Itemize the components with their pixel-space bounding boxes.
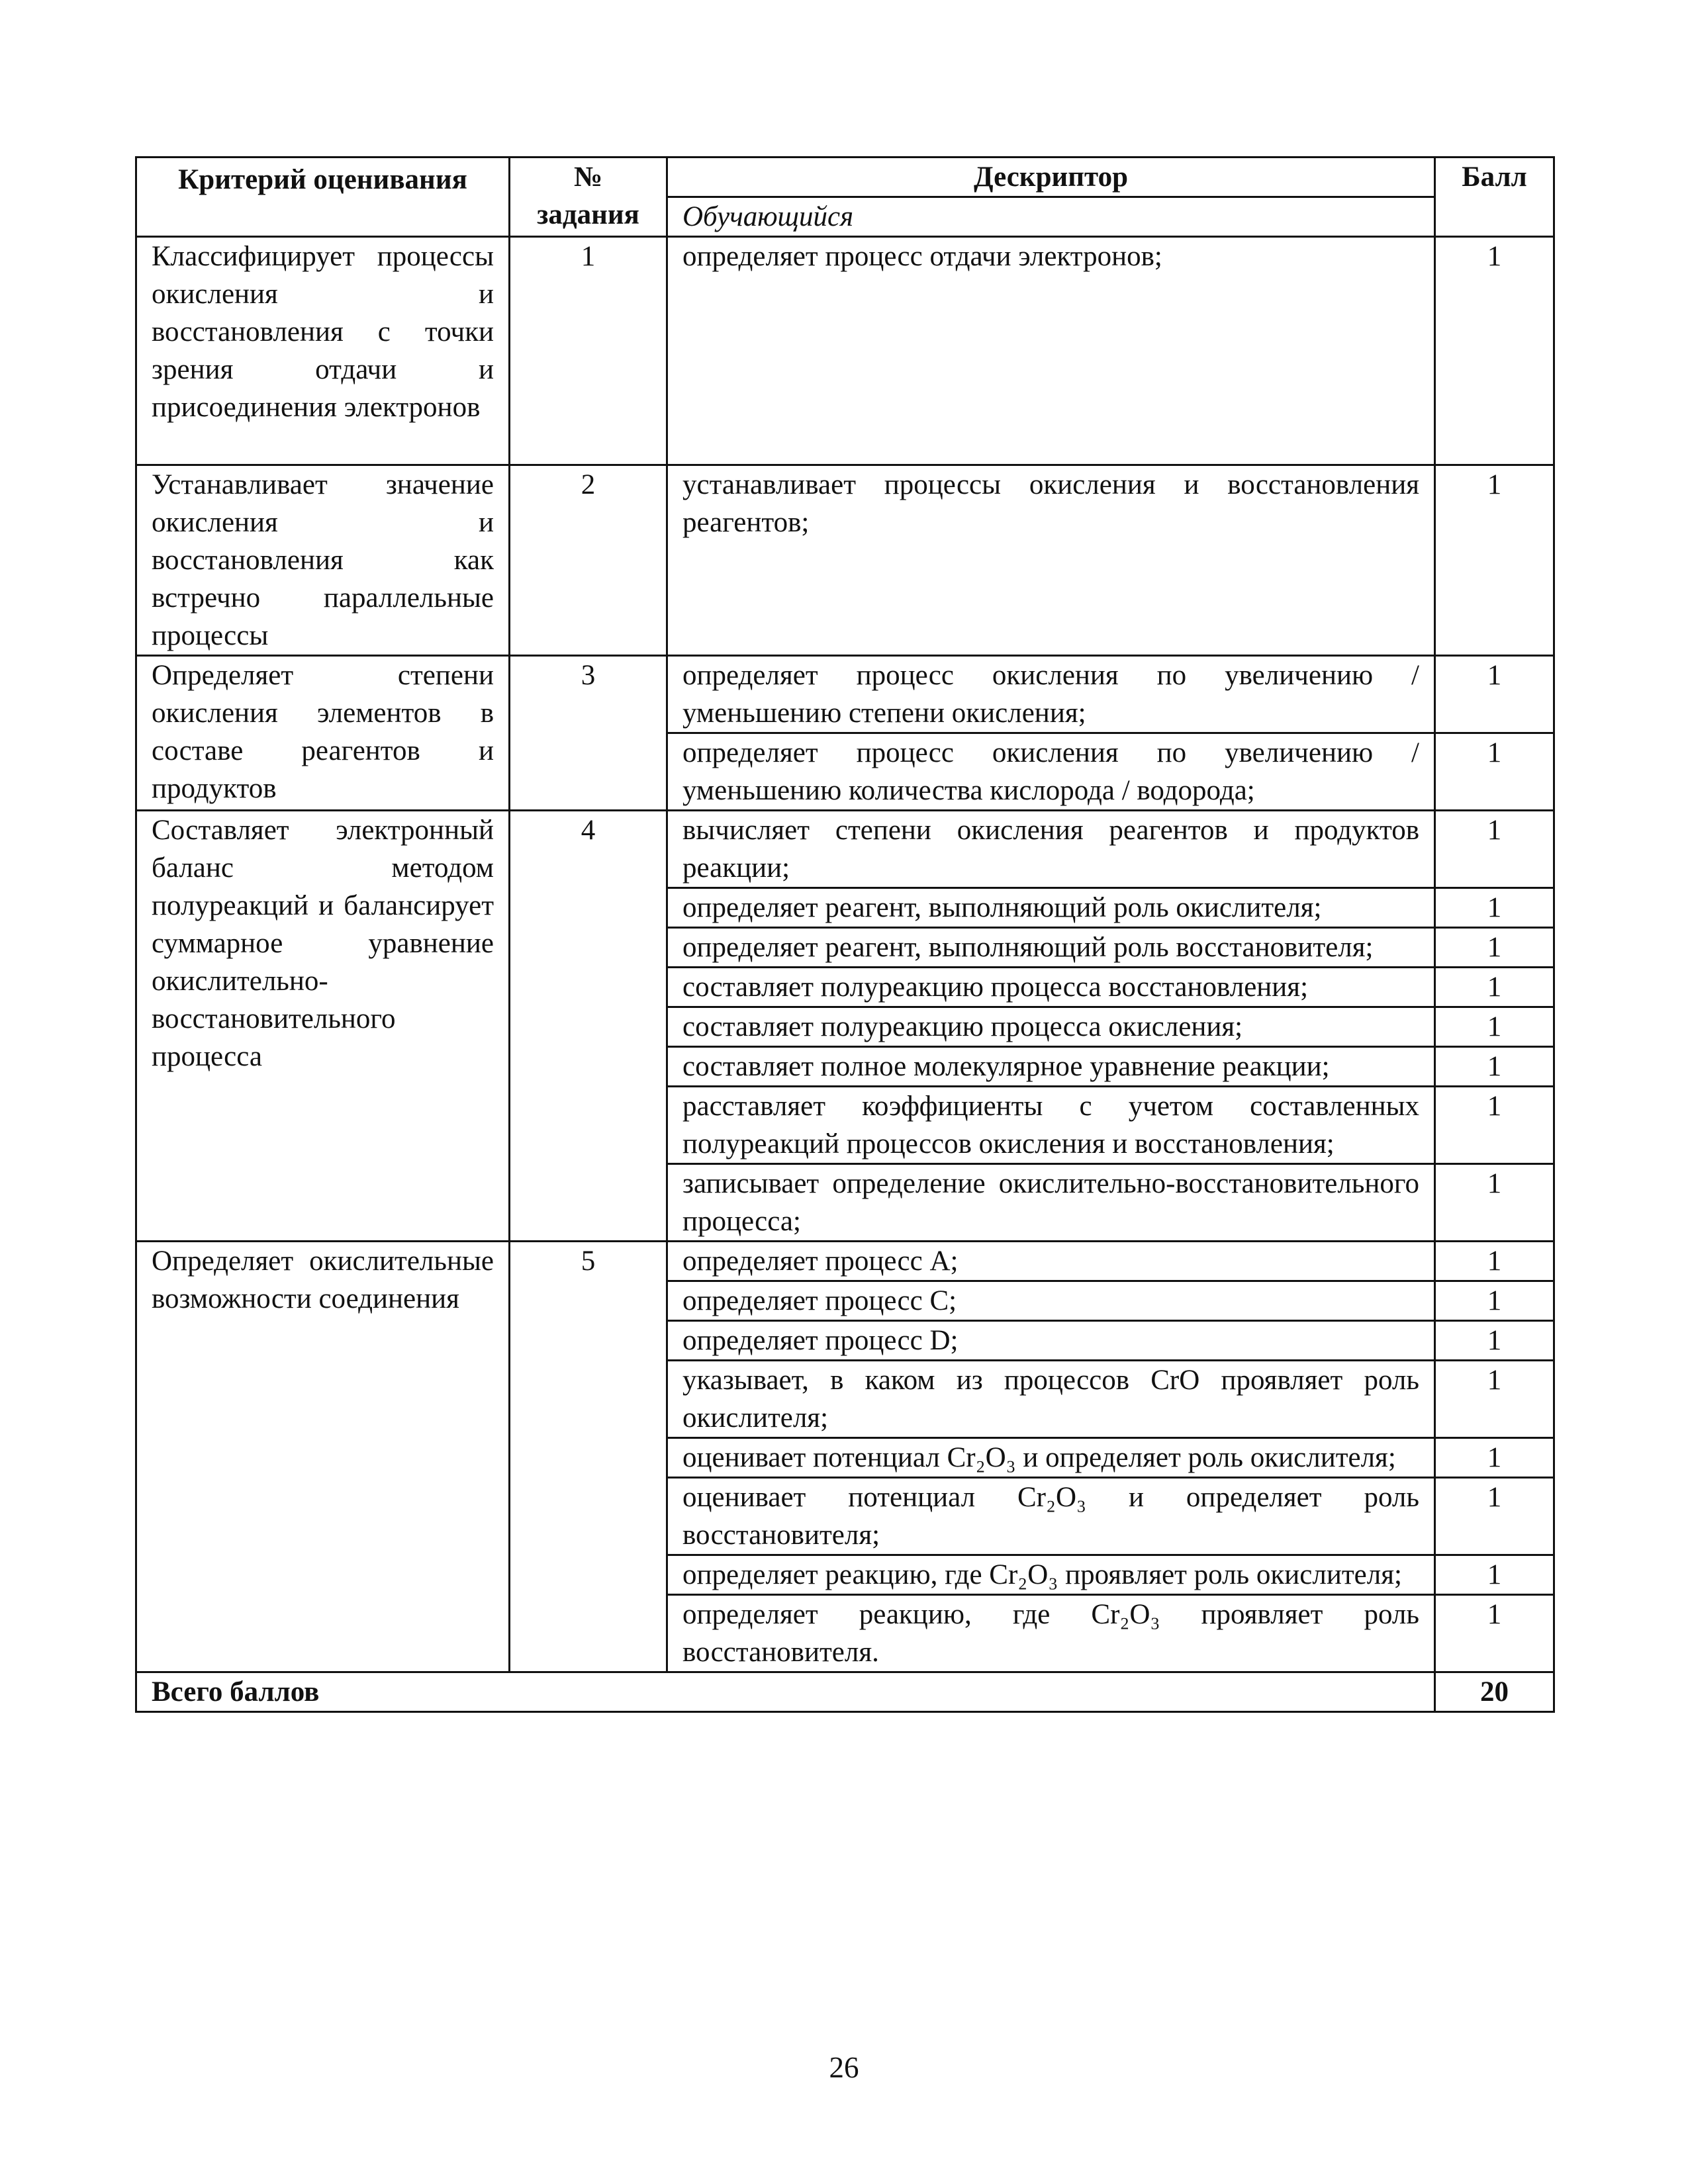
descriptor-cell: определяет процесс окисления по увеличению / уменьшению степени окисления; — [667, 656, 1435, 733]
task-number-cell: 5 — [510, 1242, 667, 1672]
descriptor-cell: вычисляет степени окисления реагентов и продуктов реакции; — [667, 811, 1435, 888]
points-cell: 1 — [1435, 1164, 1554, 1242]
table-row — [136, 465, 1554, 656]
points-cell: 1 — [1435, 237, 1554, 465]
rubric-body — [136, 158, 1554, 1672]
total-row — [136, 1672, 1554, 1712]
header-descriptor-sub: Обучающийся — [667, 197, 1435, 237]
header-points: Балл — [1435, 158, 1554, 237]
descriptor-cell: определяет процесс отдачи электронов; — [667, 237, 1435, 465]
points-cell: 1 — [1435, 1242, 1554, 1281]
points-cell: 1 — [1435, 1478, 1554, 1555]
points-cell: 1 — [1435, 1047, 1554, 1087]
points-cell: 1 — [1435, 1555, 1554, 1595]
total-label: Всего баллов — [136, 1672, 1435, 1712]
criterion-cell: Классифицирует процессы окисления и восстановления с точки зрения отдачи и присоединения электронов — [136, 237, 510, 465]
table-row — [136, 656, 1554, 733]
header-task-number: № задания — [510, 158, 667, 237]
criterion-cell: Составляет электронный баланс методом полуреакций и балансирует суммарное уравнение окислительно-восстановительного процесса — [136, 811, 510, 1242]
assessment-rubric-table — [135, 156, 1555, 1713]
descriptor-cell: оценивает потенциал Cr₂O₃ и определяет роль окислителя; — [667, 1438, 1435, 1478]
points-cell: 1 — [1435, 656, 1554, 733]
points-cell: 1 — [1435, 1007, 1554, 1047]
descriptor-cell: определяет реакцию, где Cr₂O₃ проявляет роль окислителя; — [667, 1555, 1435, 1595]
table-row — [136, 1242, 1554, 1281]
descriptor-cell: расставляет коэффициенты с учетом составленных полуреакций процессов окисления и восстановления; — [667, 1087, 1435, 1164]
header-criterion: Критерий оценивания — [136, 158, 510, 237]
points-cell: 1 — [1435, 733, 1554, 811]
task-number-cell: 3 — [510, 656, 667, 811]
descriptor-cell: определяет процесс D; — [667, 1321, 1435, 1361]
points-cell: 1 — [1435, 1438, 1554, 1478]
header-row — [136, 158, 1554, 197]
descriptor-cell: определяет процесс С; — [667, 1281, 1435, 1321]
points-cell: 1 — [1435, 968, 1554, 1007]
descriptor-cell: определяет реагент, выполняющий роль окислителя; — [667, 888, 1435, 928]
descriptor-cell: устанавливает процессы окисления и восстановления реагентов; — [667, 465, 1435, 656]
points-cell: 1 — [1435, 1361, 1554, 1438]
descriptor-cell: составляет полное молекулярное уравнение реакции; — [667, 1047, 1435, 1087]
points-cell: 1 — [1435, 1595, 1554, 1672]
header-descriptor: Дескриптор — [667, 158, 1435, 197]
descriptor-cell: указывает, в каком из процессов CrO проявляет роль окислителя; — [667, 1361, 1435, 1438]
descriptor-cell: определяет реакцию, где Cr₂O₃ проявляет роль восстановителя. — [667, 1595, 1435, 1672]
table-row — [136, 237, 1554, 465]
task-number-cell: 4 — [510, 811, 667, 1242]
descriptor-cell: составляет полуреакцию процесса окисления; — [667, 1007, 1435, 1047]
points-cell: 1 — [1435, 1281, 1554, 1321]
task-number-cell: 1 — [510, 237, 667, 465]
points-cell: 1 — [1435, 888, 1554, 928]
criterion-cell: Определяет степени окисления элементов в составе реагентов и продуктов — [136, 656, 510, 811]
task-number-cell: 2 — [510, 465, 667, 656]
criterion-cell: Определяет окислительные возможности соединения — [136, 1242, 510, 1672]
points-cell: 1 — [1435, 928, 1554, 968]
descriptor-cell: определяет процесс окисления по увеличению / уменьшению количества кислорода / водорода; — [667, 733, 1435, 811]
page-number: 26 — [829, 2051, 859, 2084]
points-cell: 1 — [1435, 811, 1554, 888]
criterion-cell: Устанавливает значение окисления и восстановления как встречно параллельные процессы — [136, 465, 510, 656]
descriptor-cell: определяет реагент, выполняющий роль восстановителя; — [667, 928, 1435, 968]
table-row — [136, 811, 1554, 888]
descriptor-cell: оценивает потенциал Cr₂O₃ и определяет роль восстановителя; — [667, 1478, 1435, 1555]
points-cell: 1 — [1435, 465, 1554, 656]
descriptor-cell: составляет полуреакцию процесса восстановления; — [667, 968, 1435, 1007]
descriptor-cell: записывает определение окислительно-восстановительного процесса; — [667, 1164, 1435, 1242]
total-points: 20 — [1435, 1672, 1554, 1712]
descriptor-cell: определяет процесс А; — [667, 1242, 1435, 1281]
points-cell: 1 — [1435, 1321, 1554, 1361]
points-cell: 1 — [1435, 1087, 1554, 1164]
